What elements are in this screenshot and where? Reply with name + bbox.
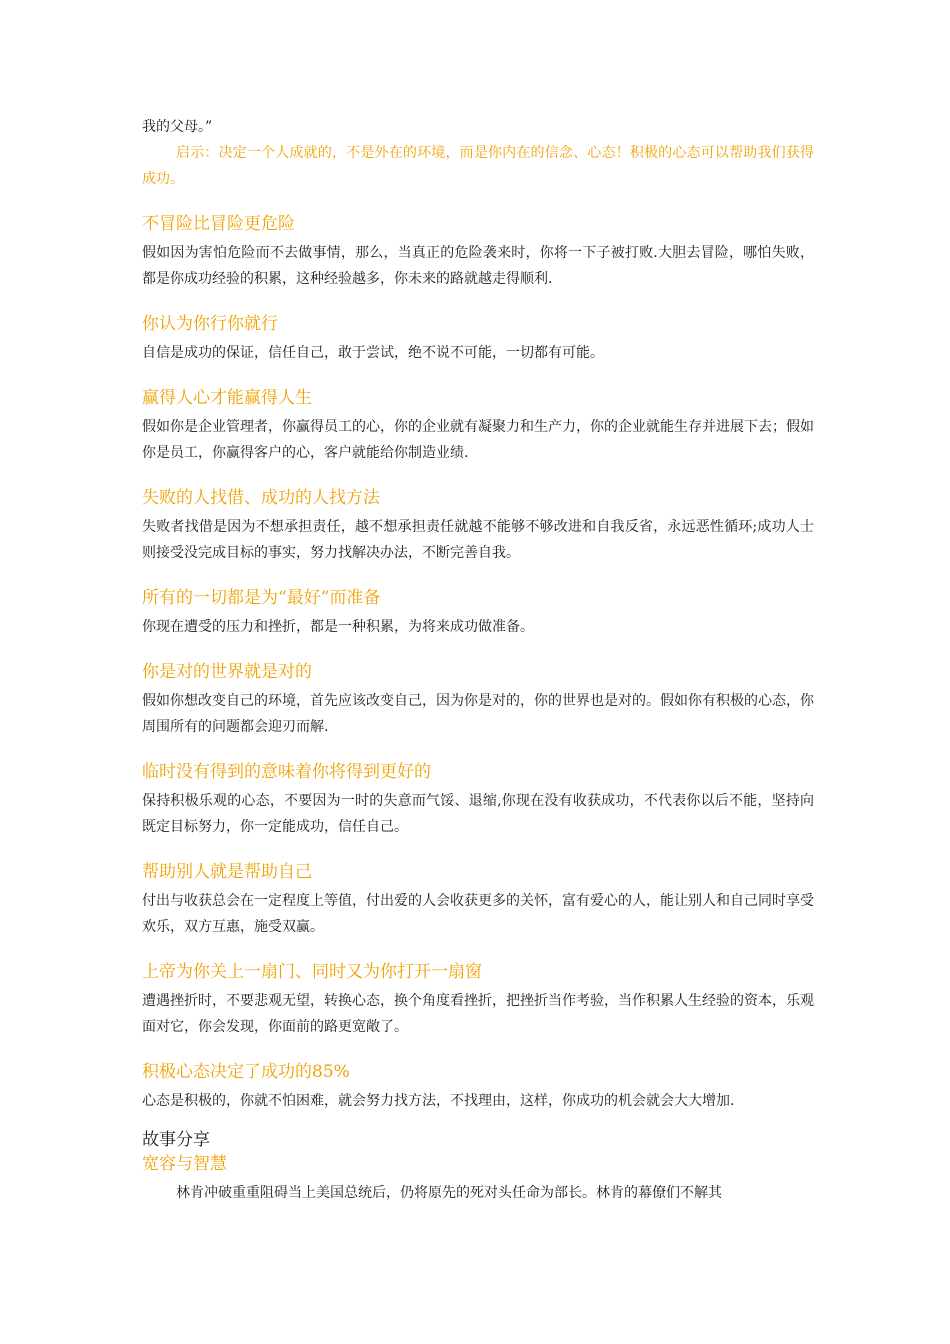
section-body: 保持积极乐观的心态，不要因为一时的失意而气馁、退缩,你现在没有收获成功，不代表你以后不能，坚持向既定目标努力，你一定能成功，信任自己。: [142, 793, 814, 835]
section-title: 不冒险比冒险更危险: [142, 214, 295, 234]
section-body: 遭遇挫折时，不要悲观无望，转换心态，换个角度看挫折，把挫折当作考验，当作积累人生经验的资本，乐观面对它，你会发现，你面前的路更宽敞了。: [142, 993, 814, 1035]
section-1: [142, 312, 814, 366]
section-4: [142, 586, 814, 640]
section-title: 积极心态决定了成功的85%: [142, 1062, 350, 1082]
section-body: 自信是成功的保证，信任自己，敢于尝试，绝不说不可能，一切都有可能。: [142, 345, 604, 361]
section-title: 你认为你行你就行: [142, 314, 278, 334]
section-body: 心态是积极的，你就不怕困难，就会努力找方法，不找理由，这样，你成功的机会就会大大增加.: [142, 1093, 735, 1109]
story-first-line: 林肯冲破重重阻碍当上美国总统后，仍将原先的死对头任命为部长。林肯的幕僚们不解其: [176, 1185, 722, 1201]
intro-ending-line: 我的父母。”: [142, 119, 213, 135]
section-0: [142, 212, 814, 292]
section-body: 假如因为害怕危险而不去做事情，那么，当真正的危险袭来时，你将一下子被打败.大胆去冒险，哪怕失败，都是你成功经验的积累，这种经验越多，你未来的路就越走得顺利.: [142, 245, 814, 287]
section-title: 你是对的世界就是对的: [142, 662, 312, 682]
section-body: 失败者找借是因为不想承担责任，越不想承担责任就越不能够不够改进和自我反省，永远恶性循环;成功人士则接受没完成目标的事实，努力找解决办法，不断完善自我。: [142, 519, 814, 561]
section-7: [142, 860, 814, 940]
section-6: [142, 760, 814, 840]
story-heading: 故事分享: [142, 1130, 210, 1150]
section-2: [142, 386, 814, 466]
section-8: [142, 960, 814, 1040]
document-content: [142, 114, 814, 1206]
section-body: 假如你想改变自己的环境，首先应该改变自己，因为你是对的，你的世界也是对的。假如你有积极的心态，你周围所有的问题都会迎刃而解.: [142, 693, 814, 735]
section-title: 所有的一切都是为“最好”而准备: [142, 588, 381, 608]
story-section: [142, 1128, 814, 1206]
story-subheading: 宽容与智慧: [142, 1154, 227, 1174]
section-title: 帮助别人就是帮助自己: [142, 862, 312, 882]
section-title: 赢得人心才能赢得人生: [142, 388, 312, 408]
section-9: [142, 1060, 814, 1114]
section-title: 上帝为你关上一扇门、同时又为你打开一扇窗: [142, 962, 482, 982]
section-body: 付出与收获总会在一定程度上等值，付出爱的人会收获更多的关怀，富有爱心的人，能让别人和自己同时享受欢乐，双方互惠，施受双赢。: [142, 893, 814, 935]
section-body: 假如你是企业管理者，你赢得员工的心，你的企业就有凝聚力和生产力，你的企业就能生存并进展下去；假如你是员工，你赢得客户的心，客户就能给你制造业绩.: [142, 419, 814, 461]
section-3: [142, 486, 814, 566]
section-body: 你现在遭受的压力和挫折，都是一种积累，为将来成功做准备。: [142, 619, 534, 635]
section-5: [142, 660, 814, 740]
intro-insight: 启示：决定一个人成就的，不是外在的环境，而是你内在的信念、心态！积极的心态可以帮助我们获得成功。: [142, 145, 814, 187]
section-title: 失败的人找借、成功的人找方法: [142, 488, 380, 508]
section-title: 临时没有得到的意味着你将得到更好的: [142, 762, 431, 782]
